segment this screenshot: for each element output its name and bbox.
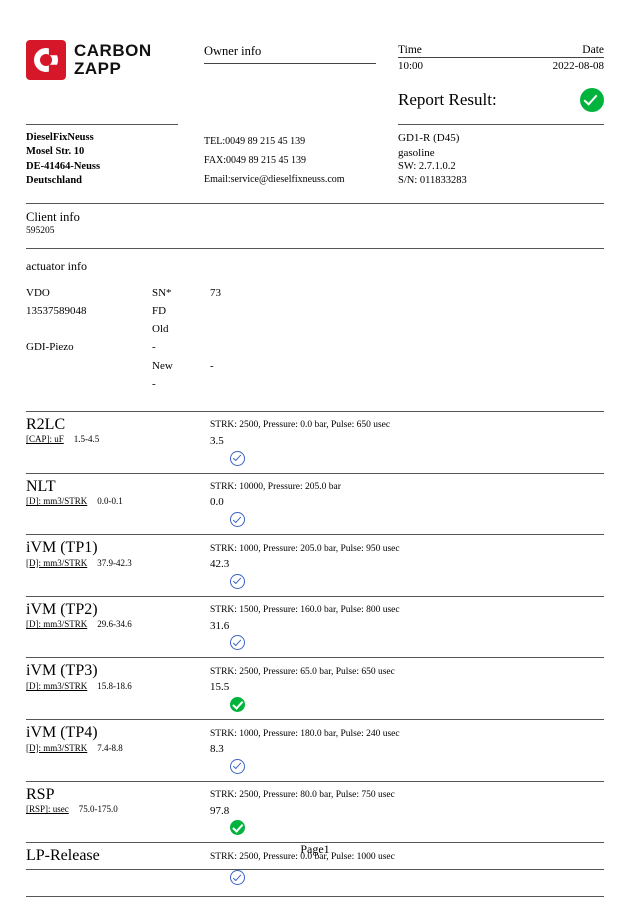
test-conditions: STRK: 1500, Pressure: 160.0 bar, Pulse: 800 usec <box>210 605 400 616</box>
date-label: Date <box>582 44 604 56</box>
test-conditions: STRK: 2500, Pressure: 80.0 bar, Pulse: 750 usec <box>210 790 395 801</box>
test-conditions: STRK: 1000, Pressure: 205.0 bar, Pulse: 950 usec <box>210 543 400 554</box>
check-circle-green-icon <box>580 88 604 112</box>
report-header <box>0 0 630 112</box>
actuator-cell: 73 <box>210 287 221 299</box>
carbon-zapp-logo-icon <box>26 40 66 80</box>
report-result-label: Report Result: <box>398 90 497 109</box>
page-number: Page1 <box>300 842 330 856</box>
actuator-info-section <box>0 249 630 411</box>
device-info-rule <box>398 124 604 125</box>
actuator-cell: New <box>152 359 173 372</box>
test-unit: [D]: mm3/STRK <box>26 619 88 630</box>
table-row <box>26 411 604 473</box>
owner-info-label: Owner info <box>204 44 262 58</box>
test-conditions: STRK: 1000, Pressure: 180.0 bar, Pulse: 240 usec <box>210 728 400 739</box>
test-range: 0.0-0.1 <box>97 496 123 507</box>
actuator-cell: GDI-Piezo <box>26 341 74 354</box>
check-circle-green-icon <box>230 697 245 712</box>
actuator-cell <box>210 375 604 393</box>
actuator-cell <box>210 302 604 320</box>
test-results-table <box>0 411 630 893</box>
device-model: GD1-R (D45) <box>398 132 460 144</box>
actuator-cell: 13537589048 <box>26 305 87 318</box>
table-row <box>26 657 604 719</box>
test-range: 15.8-18.6 <box>97 680 132 691</box>
actuator-cell <box>26 320 152 338</box>
test-measured: 8.3 <box>210 743 224 756</box>
company-contact-block <box>204 116 384 189</box>
actuator-cell <box>210 338 604 356</box>
owner-info-block <box>204 30 384 112</box>
date-value: 2022-08-08 <box>552 60 604 72</box>
brand-block <box>26 30 204 112</box>
actuator-cell <box>26 375 152 393</box>
company-country: Deutschland <box>26 175 83 187</box>
test-name: iVM (TP4) <box>26 724 98 742</box>
test-measured: 3.5 <box>210 434 224 447</box>
company-city: DE-41464-Neuss <box>26 160 101 172</box>
table-row <box>26 534 604 596</box>
device-fuel: gasoline <box>398 146 435 159</box>
test-name: iVM (TP3) <box>26 662 98 680</box>
brand-name <box>74 42 152 78</box>
test-name: iVM (TP2) <box>26 600 98 618</box>
time-date-values <box>398 58 604 72</box>
company-address-rule <box>26 124 178 125</box>
company-street: Mosel Str. 10 <box>26 146 85 158</box>
actuator-cell: FD <box>152 305 167 318</box>
check-circle-blue-icon <box>230 870 245 885</box>
company-contact-device <box>0 112 630 189</box>
test-range: 37.9-42.3 <box>97 557 132 568</box>
check-circle-blue-icon <box>230 635 245 650</box>
test-measured: 42.3 <box>210 558 230 571</box>
test-conditions: STRK: 10000, Pressure: 205.0 bar <box>210 482 341 493</box>
brand-name-line1: CARBON <box>74 41 152 61</box>
device-serial: S/N: 011833283 <box>398 175 467 187</box>
table-row <box>26 473 604 535</box>
test-name: LP-Release <box>26 847 100 865</box>
test-range: 29.6-34.6 <box>97 619 132 630</box>
table-row <box>26 719 604 781</box>
time-date-labels <box>398 44 604 56</box>
test-measured: 31.6 <box>210 619 230 632</box>
company-address-block <box>26 116 204 189</box>
test-unit: [D]: mm3/STRK <box>26 680 88 691</box>
check-circle-blue-icon <box>230 759 245 774</box>
test-unit: [D]: mm3/STRK <box>26 557 88 568</box>
test-conditions: STRK: 2500, Pressure: 65.0 bar, Pulse: 650 usec <box>210 666 395 677</box>
device-info-block <box>384 116 604 189</box>
actuator-cell: - <box>152 341 156 354</box>
device-software: SW: 2.7.1.0.2 <box>398 161 456 173</box>
check-circle-blue-icon <box>230 512 245 527</box>
actuator-cell <box>210 320 604 338</box>
actuator-cell: SN* <box>152 287 172 299</box>
client-info-section <box>0 204 630 248</box>
company-email: Email:service@dieselfixneuss.com <box>204 174 345 185</box>
time-date-block <box>384 30 604 112</box>
company-tel: TEL:0049 89 215 45 139 <box>204 136 306 147</box>
owner-info-rule <box>204 62 376 64</box>
actuator-info-grid <box>26 284 604 411</box>
test-unit: [CAP]: uF <box>26 434 64 445</box>
report-result-row <box>398 72 604 112</box>
client-info-title: Client info <box>26 210 80 224</box>
test-name: NLT <box>26 477 56 495</box>
test-conditions: STRK: 2500, Pressure: 0.0 bar, Pulse: 650 usec <box>210 420 391 431</box>
test-range: 7.4-8.8 <box>97 742 123 753</box>
test-range: 75.0-175.0 <box>78 804 118 815</box>
company-name: DieselFixNeuss <box>26 132 94 143</box>
time-label: Time <box>398 44 422 56</box>
actuator-cell: - <box>210 359 214 372</box>
test-measured: 15.5 <box>210 681 230 694</box>
actuator-info-title: actuator info <box>26 259 87 273</box>
test-measured: 0.0 <box>210 496 224 509</box>
report-footer <box>0 830 630 870</box>
actuator-cell: Old <box>152 323 169 336</box>
brand-name-line2: ZAPP <box>74 59 122 78</box>
test-name: iVM (TP1) <box>26 539 98 557</box>
test-name: RSP <box>26 785 55 803</box>
actuator-cell: - <box>152 377 156 390</box>
brand-logo <box>26 40 204 80</box>
company-fax: FAX:0049 89 215 45 139 <box>204 155 307 166</box>
table-row <box>26 596 604 658</box>
check-circle-blue-icon <box>230 451 245 466</box>
test-measured: 97.8 <box>210 804 230 817</box>
actuator-cell: VDO <box>26 287 50 299</box>
time-value: 10:00 <box>398 60 424 72</box>
footer-bottom-rule <box>26 869 604 870</box>
test-range: 1.5-4.5 <box>73 434 100 445</box>
test-unit: [RSP]: usec <box>26 804 69 815</box>
check-circle-blue-icon <box>230 574 245 589</box>
client-info-value: 595205 <box>26 226 55 236</box>
test-unit: [D]: mm3/STRK <box>26 742 88 753</box>
actuator-cell <box>26 357 152 375</box>
test-unit: [D]: mm3/STRK <box>26 496 88 507</box>
test-name: R2LC <box>26 415 66 433</box>
test-conditions: STRK: 2500, Pressure: 0.0 bar, Pulse: 1000 usec <box>210 851 395 862</box>
